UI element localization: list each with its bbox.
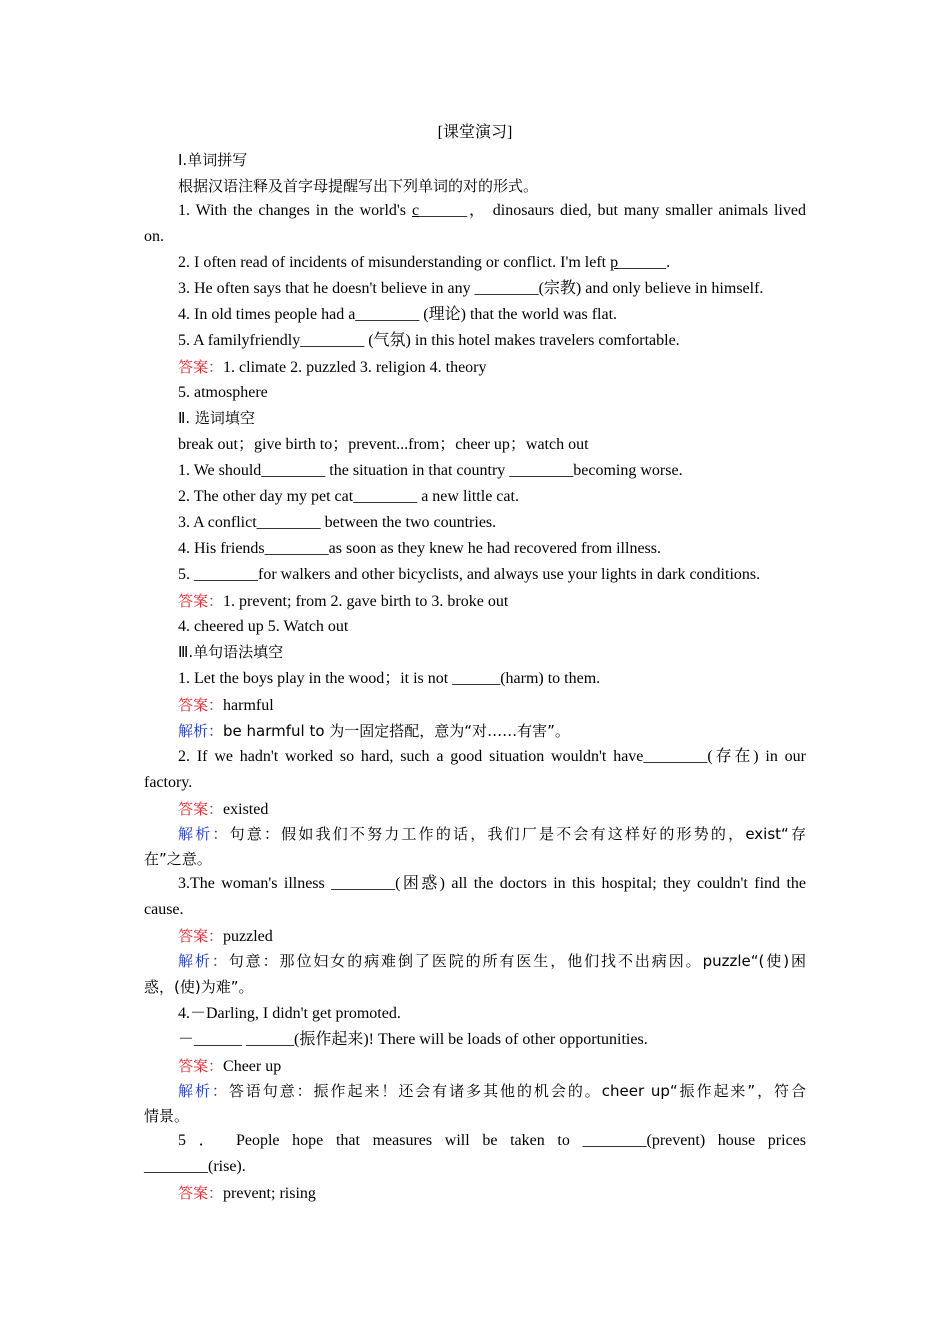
explanation-label: 解析：: [178, 952, 229, 970]
s3-q2-explanation: [178, 824, 806, 845]
s3-q5-answer: [178, 1183, 806, 1204]
s1-answer-cont: 5. atmosphere: [178, 384, 268, 401]
s1-q1-text-b: ______， dinosaurs died, but many smaller animals lived: [419, 202, 806, 219]
s2-question-4: 4. His friends________as soon as they knew he had recovered from illness.: [178, 540, 661, 557]
s3-q1-answer-text: harmful: [223, 697, 274, 714]
s1-question-1: [178, 201, 806, 221]
s3-question-3: 3.The woman's illness ________(困惑) all the doctors in this hospital; they couldn't find the: [178, 875, 806, 892]
s3-question-4-reply: －______ ______(振作起来)! There will be loads of other opportunities.: [178, 1031, 648, 1048]
s3-q4-answer-text: Cheer up: [223, 1058, 282, 1075]
s3-q1-explanation: [178, 721, 806, 742]
s3-question-3-cont: cause.: [144, 901, 184, 918]
s3-question-5: 5 ． People hope that measures will be taken to ________(prevent) house prices: [178, 1132, 806, 1149]
s1-q2-text-a: 2. I often read of incidents of misunderstanding or conflict. I'm left: [178, 254, 611, 271]
s3-question-1: 1. Let the boys play in the wood；it is not ______(harm) to them.: [178, 670, 601, 687]
s3-q1-explanation-text: be harmful to 为一固定搭配，意为“对……有害”。: [223, 722, 570, 740]
s3-q4-answer: [178, 1056, 806, 1077]
s3-q4-explanation-text: 答语句意：振作起来！还会有诸多其他的机会的。cheer up“振作起来”，符合: [228, 1082, 806, 1100]
s1-q1-hint-letter: c: [411, 202, 420, 219]
s1-q1-text-a: 1. With the changes in the world's: [178, 202, 412, 219]
section-1-instruction: 根据汉语注释及首字母提醒写出下列单词的对的形式。: [178, 177, 539, 195]
s3-q3-explanation: [178, 951, 806, 972]
s2-question-3: 3. A conflict________ between the two countries.: [178, 514, 497, 531]
s3-q5-answer-text: prevent; rising: [223, 1185, 316, 1202]
answer-label: 答案：: [178, 1057, 224, 1075]
explanation-label: 解析：: [178, 1082, 229, 1100]
s1-q2-hint-letter: p: [610, 254, 619, 271]
s2-answer-cont: 4. cheered up 5. Watch out: [178, 618, 349, 635]
s2-answer: [178, 591, 806, 612]
page-title: [课堂演习]: [437, 124, 513, 141]
s2-answer-text: 1. prevent; from 2. gave birth to 3. broke out: [223, 593, 509, 610]
s3-question-5-cont: ________(rise).: [144, 1158, 246, 1175]
s3-q2-explanation-cont: 在”之意。: [144, 850, 212, 868]
answer-label: 答案：: [178, 358, 224, 376]
s3-q2-answer: [178, 799, 806, 820]
s1-question-2: [178, 253, 806, 273]
s3-question-4: 4.－Darling, I didn't get promoted.: [178, 1005, 401, 1022]
s3-q1-answer: [178, 695, 806, 716]
answer-label: 答案：: [178, 800, 224, 818]
s1-question-3: 3. He often says that he doesn't believe in any ________(宗教) and only believe in himself.: [178, 280, 764, 297]
s3-q4-explanation-cont: 情景。: [144, 1107, 190, 1125]
s3-q3-explanation-cont: 惑，(使)为难”。: [144, 978, 254, 996]
section-3-heading: Ⅲ.单句语法填空: [178, 643, 284, 661]
s2-word-bank: break out；give birth to；prevent...from；cheer up；watch out: [178, 436, 589, 453]
explanation-label: 解析：: [178, 825, 230, 843]
answer-label: 答案：: [178, 927, 224, 945]
s1-q2-text-b: ______.: [618, 254, 671, 271]
s1-question-1-cont: on.: [144, 228, 164, 245]
s3-q2-explanation-text: 句意：假如我们不努力工作的话，我们厂是不会有这样好的形势的，exist“存: [229, 825, 806, 843]
s3-question-2-cont: factory.: [144, 774, 193, 791]
s3-q3-explanation-text: 句意：那位妇女的病难倒了医院的所有医生，他们找不出病因。puzzle“(使)困: [228, 952, 806, 970]
section-2-heading: Ⅱ. 选词填空: [178, 409, 255, 427]
s3-q2-answer-text: existed: [223, 801, 269, 818]
s3-q4-explanation: [178, 1081, 806, 1102]
s2-question-1: 1. We should________ the situation in that country ________becoming worse.: [178, 462, 683, 479]
s2-question-5: 5. ________for walkers and other bicyclists, and always use your lights in dark conditions.: [178, 566, 761, 583]
s1-question-4: 4. In old times people had a________ (理论) that the world was flat.: [178, 306, 618, 323]
s3-question-2: 2. If we hadn't worked so hard, such a good situation wouldn't have________(存在) in our: [178, 748, 806, 765]
answer-label: 答案：: [178, 592, 224, 610]
answer-label: 答案：: [178, 696, 224, 714]
s3-q3-answer-text: puzzled: [223, 928, 273, 945]
s1-answer: [178, 357, 806, 378]
answer-label: 答案：: [178, 1184, 224, 1202]
explanation-label: 解析：: [178, 722, 224, 740]
s3-q3-answer: [178, 926, 806, 947]
s1-answer-text: 1. climate 2. puzzled 3. religion 4. theory: [223, 359, 487, 376]
s2-question-2: 2. The other day my pet cat________ a new little cat.: [178, 488, 519, 505]
s1-question-5: 5. A familyfriendly________ (气氛) in this hotel makes travelers comfortable.: [178, 332, 680, 349]
section-1-heading: Ⅰ.单词拼写: [178, 151, 248, 169]
